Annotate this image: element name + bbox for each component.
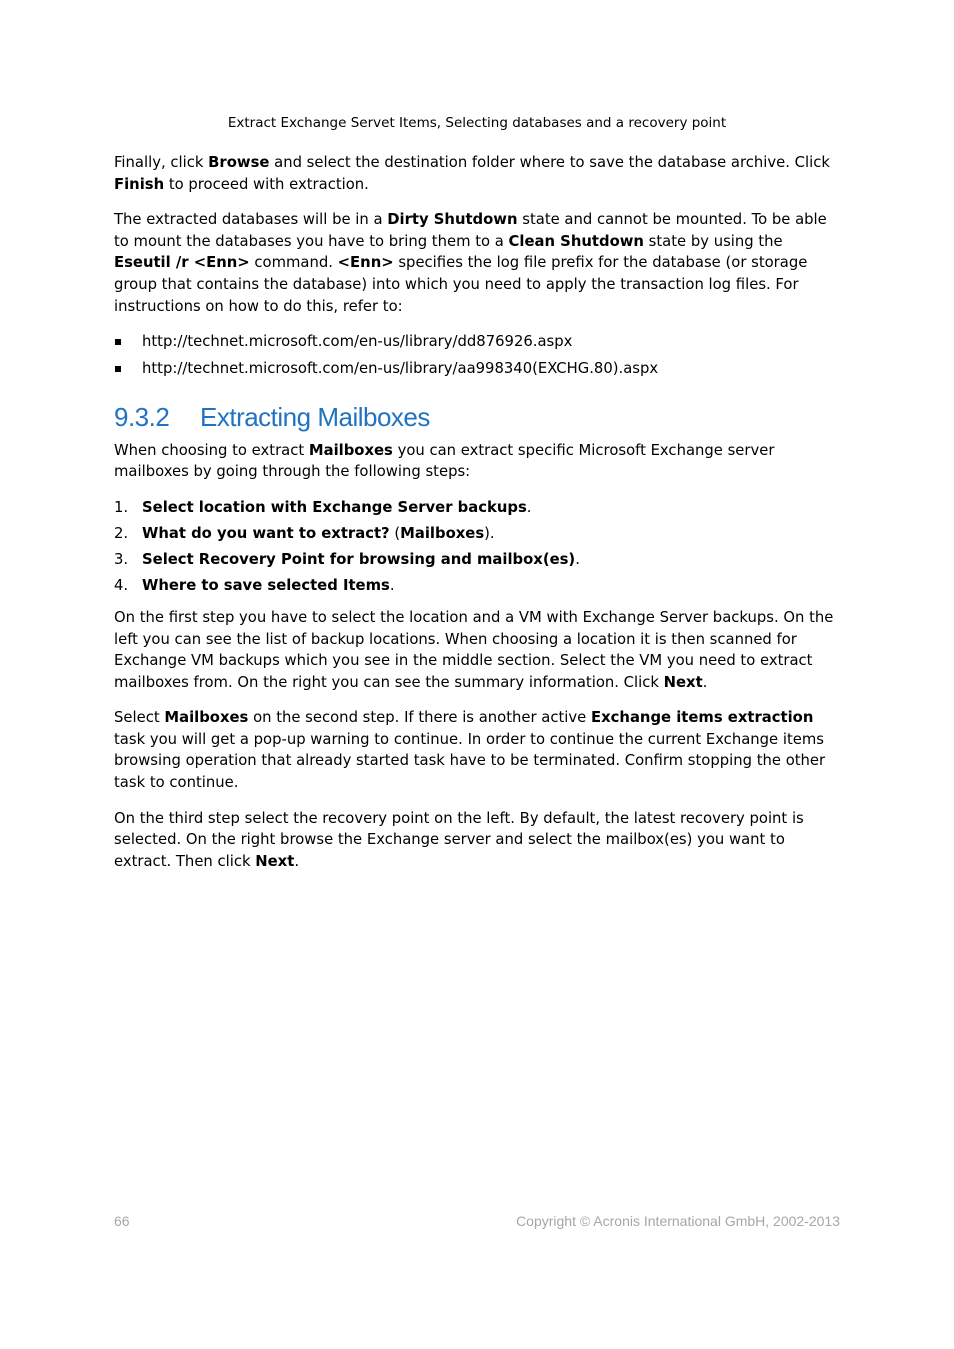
bold-dirty-shutdown: Dirty Shutdown [387,211,518,229]
paragraph-finish-instructions: Finally, click Browse and select the destination folder where to save the database archive. Click Finish to proceed with extraction. [114,154,830,193]
bold-browse: Browse [208,154,270,171]
bold-enn: <Enn> [337,254,394,272]
list-item [114,331,842,353]
step-item: 1. Select location with Exchange Server backups. [114,497,842,519]
step-label: Select location with Exchange Server backups [142,499,527,517]
reference-link[interactable]: http://technet.microsoft.com/en-us/library/aa998340(EXCHG.80).aspx [142,360,659,378]
page-number: 66 [114,1213,130,1229]
step-label: Where to save selected Items [142,577,390,595]
section-heading [114,400,842,434]
step-label: What do you want to extract? [142,525,390,543]
bold-next: Next [663,673,703,691]
bold-eseutil-command: Eseutil /r <Enn> [114,254,250,272]
step-label: Select Recovery Point for browsing and mailbox(es) [142,551,576,569]
square-bullet-icon [115,339,121,345]
bold-exchange-items-extraction: Exchange items extraction [590,709,814,727]
figure-caption: Extract Exchange Servet Items, Selecting databases and a recovery point [227,115,727,131]
list-item [114,358,842,380]
steps-list [114,497,842,597]
step-item: 2. What do you want to extract? (Mailboxes). [114,523,842,545]
square-bullet-icon [115,366,121,372]
bold-next: Next [255,852,295,870]
bold-mailboxes: Mailboxes [164,709,249,727]
step-number: 1. [114,499,129,517]
step-number: 3. [114,551,129,569]
section-title: Extracting Mailboxes [200,401,430,432]
bold-mailboxes: Mailboxes [308,441,393,459]
paragraph-first-step: On the first step you have to select the location and a VM with Exchange Server backups. On the left you can see the list of backup locations. When choosing a location it is then scanned for Exchange VM backups which you see in the middle section. Select the VM you need to extract mailboxes from. On the right you can see the summary information. Click Next. [114,608,834,691]
step-item: 3. Select Recovery Point for browsing and mailbox(es). [114,549,842,571]
reference-link[interactable]: http://technet.microsoft.com/en-us/library/dd876926.aspx [142,333,573,351]
section-number: 9.3.2 [114,401,170,432]
paragraph-second-step: Select Mailboxes on the second step. If there is another active Exchange items extraction task you will get a pop-up warning to continue. In order to continue the current Exchange items browsing operation that already started task have to be terminated. Confirm stopping the other task to continue. [114,709,826,792]
main-content [114,152,842,886]
step-number: 4. [114,577,129,595]
copyright-notice: Copyright © Acronis International GmbH, 2002-2013 [516,1213,840,1229]
paragraph-mailboxes-intro: When choosing to extract Mailboxes you can extract specific Microsoft Exchange server mailboxes by going through the following steps: [114,441,775,481]
paragraph-dirty-shutdown: The extracted databases will be in a Dirty Shutdown state and cannot be mounted. To be able to mount the databases you have to bring them to a Clean Shutdown state by using the Eseutil /r <Enn> command. <Enn> specifies the log file prefix for the database (or storage group that contains the database) into which you need to apply the transaction log files. For instructions on how to do this, refer to: [114,211,827,315]
step-number: 2. [114,525,129,543]
step-label-mailboxes: Mailboxes [400,525,485,543]
bold-finish: Finish [114,175,165,193]
reference-link-list [114,331,842,380]
step-item: 4. Where to save selected Items. [114,575,842,597]
paragraph-third-step: On the third step select the recovery point on the left. By default, the latest recovery point is selected. On the right browse the Exchange server and select the mailbox(es) you want to extract. Then click Next. [114,809,804,870]
bold-clean-shutdown: Clean Shutdown [508,232,644,250]
